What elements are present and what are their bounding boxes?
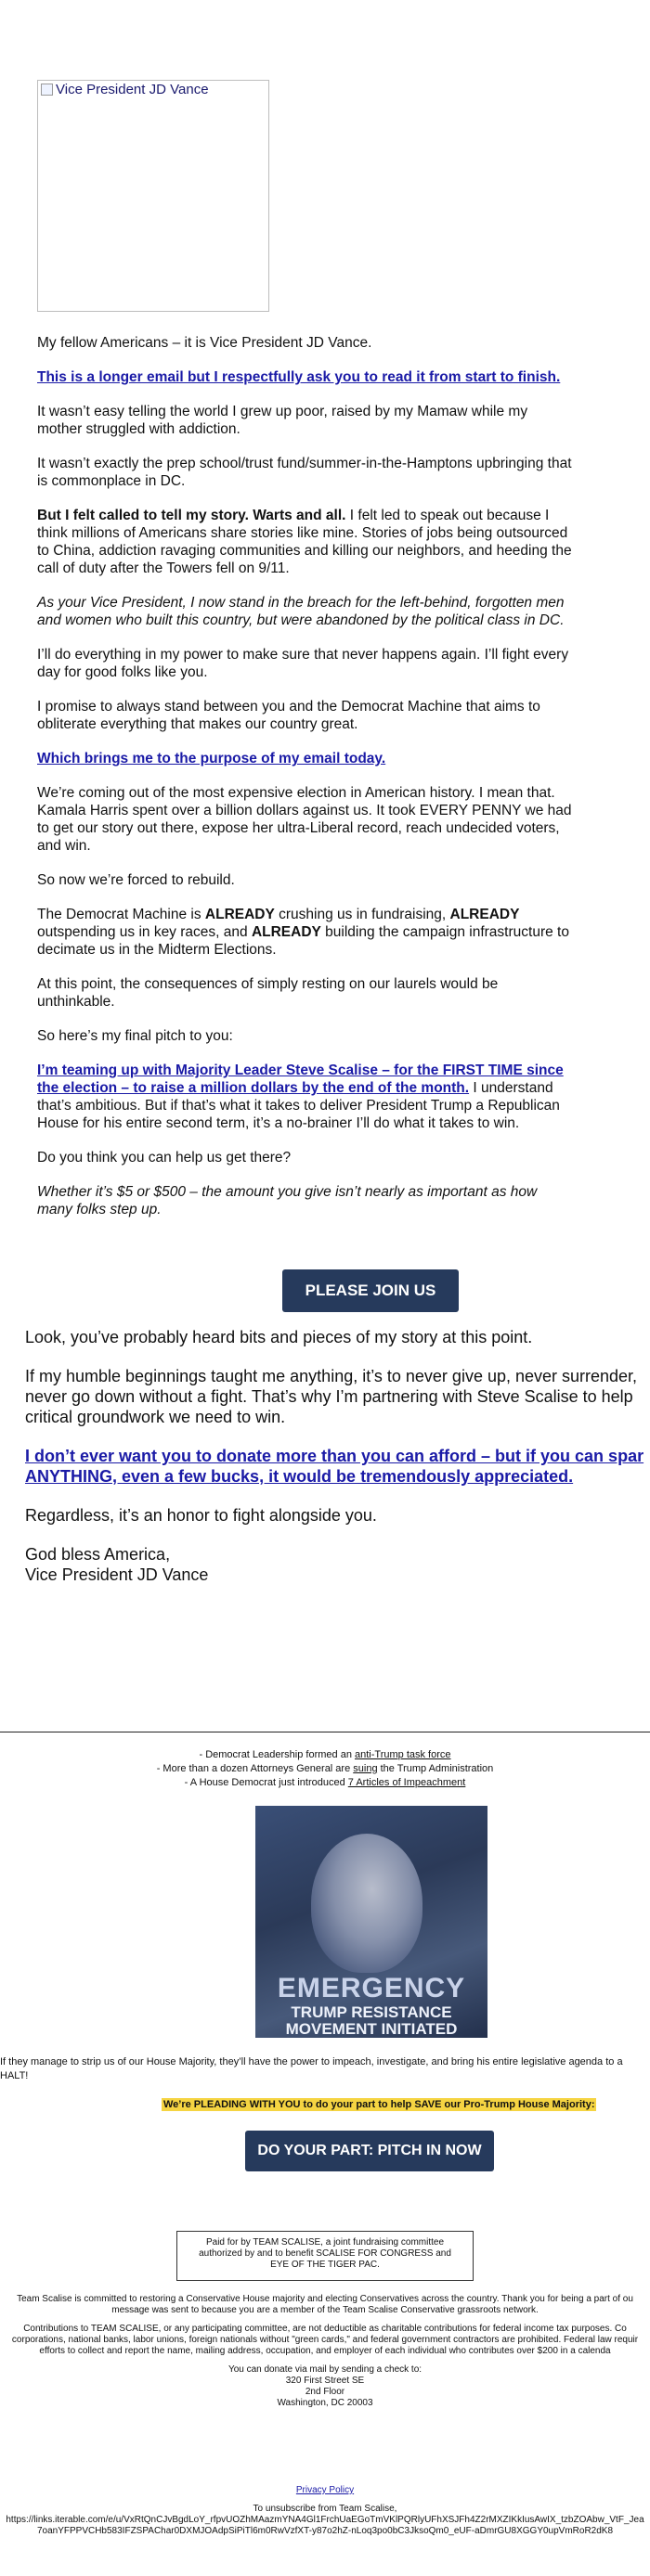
promo-bullet: [0, 1776, 650, 1790]
bullet-text: - More than a dozen Attorneys General are: [156, 1763, 354, 1774]
paragraph-italic: Whether it’s $5 or $500 – the amount you give isn’t nearly as important as how many folks step up.: [37, 1184, 538, 1217]
pitch-in-now-button[interactable]: DO YOUR PART: PITCH IN NOW: [245, 2131, 494, 2171]
unsubscribe-text: To unsubscribe from Team Scalise,: [253, 2504, 397, 2514]
please-join-us-button[interactable]: PLEASE JOIN US: [282, 1269, 459, 1312]
banner-subhead-line: MOVEMENT INITIATED: [285, 2020, 458, 2038]
promo-section: [0, 1748, 650, 1790]
footer: [0, 2294, 650, 2416]
portrait-shape: [311, 1834, 422, 1973]
teaming-up-link[interactable]: I’m teaming up with Majority Leader Steve Scalise – for the FIRST TIME since the election – to raise a million dollars by the end of the month.: [37, 1063, 564, 1096]
bullet-text: - A House Democrat just introduced: [184, 1777, 348, 1788]
footer-line: efforts to collect and report the name, mailing address, occupation, and employer of each individual who contributes over $200 in a calenda: [39, 2346, 611, 2356]
paragraph: I’ll do everything in my power to make sure that never happens again. I’ll fight every day for good folks like you.: [37, 647, 569, 680]
paragraph: [37, 906, 576, 959]
task-force-link[interactable]: anti-Trump task force: [355, 1749, 451, 1760]
greeting: My fellow Americans – it is Vice President JD Vance.: [37, 335, 372, 351]
hero-image-alt-text: Vice President JD Vance: [56, 82, 209, 97]
paragraph-text: I understand that’s ambitious. But if that’s what it takes to deliver President Trump a Republican House for his entire second term, it’s a no-brainer I’ll do what it takes to win.: [37, 1080, 560, 1131]
letter-closing: [25, 1327, 650, 1604]
signature: [25, 1544, 650, 1585]
emphasis-text: ALREADY: [204, 907, 275, 922]
address-intro: You can donate via mail by sending a check to:: [228, 2364, 422, 2375]
paragraph-text: The Democrat Machine is: [37, 907, 205, 922]
hero-image-broken: [37, 80, 269, 312]
paragraph-text: I felt led to speak out because I think millions of Americans share stories like mine. Stories of jobs being outsourced to China, addiction ravaging communities and killing our neighbors, and heeding the call of duty after the Towers fell on 9/11.: [37, 508, 572, 576]
paragraph: So now we’re forced to rebuild.: [37, 872, 235, 888]
banner-subhead: [255, 2004, 488, 2038]
paragraph-text: outspending us in key races, and: [37, 924, 252, 940]
paragraph: We’re coming out of the most expensive election in American history. I mean that. Kamala Harris spent over a billion dollars against us. It took EVERY PENNY we had to get our story out there, expose her ultra-Liberal record, reach undecided voters, and win.: [37, 785, 572, 854]
paragraph: [37, 507, 576, 577]
emphasis-text: But I felt called to tell my story. Warts and all.: [37, 508, 346, 523]
banner-headline: EMERGENCY: [277, 1973, 466, 2003]
paragraph: [25, 1366, 650, 1427]
bullet-text: - Democrat Leadership formed an: [199, 1749, 355, 1760]
line-text: never go down without a fight. That’s why I’m partnering with Steve Scalise to help: [25, 1387, 633, 1406]
footer-line: Team Scalise is committed to restoring a Conservative House majority and electing Conservatives across the country. Thank you for being a part of ou: [17, 2294, 633, 2304]
paid-for-disclaimer: [176, 2231, 474, 2281]
disclaimer-line: EYE OF THE TIGER PAC.: [270, 2260, 380, 2270]
unsubscribe-url[interactable]: 7oanYFPPVCHb583IFZSPAChar0DXMJOAdpSiPiTl6m0RwVzfXT-y87o2hZ-nLoq3po0bC3JksoQm0_eUF-aDmrGU8XGGY0upVmRoR2dK8: [36, 2526, 614, 2536]
paragraph-text: building the campaign infrastructure to decimate us in the Midterm Elections.: [37, 924, 569, 958]
footer-line: message was sent to because you are a member of the Team Scalise Conservative grassroots network.: [111, 2305, 539, 2315]
footer-paragraph: [0, 2294, 650, 2316]
banner-subhead-line: TRUMP RESISTANCE: [291, 2003, 452, 2021]
emergency-banner-image[interactable]: [255, 1806, 488, 2038]
link-line: ANYTHING, even a few bucks, it would be tremendously appreciated.: [25, 1467, 574, 1486]
warning-line: HALT!: [0, 2070, 29, 2081]
paragraph: At this point, the consequences of simply resting on our laurels would be unthinkable.: [37, 976, 499, 1010]
promo-bullet: [0, 1748, 650, 1762]
paragraph: It wasn’t exactly the prep school/trust fund/summer-in-the-Hamptons upbringing that is commonplace in DC.: [37, 456, 572, 489]
footer-links: [0, 2485, 650, 2537]
paragraph: Regardless, it’s an honor to fight alongside you.: [25, 1506, 377, 1525]
promo-bullet: [0, 1762, 650, 1776]
warning-text: [0, 2055, 650, 2083]
address-line: Washington, DC 20003: [277, 2398, 373, 2408]
footer-line: corporations, national banks, labor unions, foreign nationals without "green cards," and federal government contractors are prohibited. Federal law requir: [11, 2335, 639, 2345]
sign-off: God bless America,: [25, 1545, 171, 1564]
purpose-link[interactable]: Which brings me to the purpose of my email today.: [37, 751, 386, 766]
unsubscribe-url[interactable]: https://links.iterable.com/e/u/VxRtQnCJvBgdLoY_rfpvUOZhMAazmYNA4Gl1FrchUaEGoTmVKlPQRlyUFhXSJFh4Z2rMXZIKkIusAwIX_tzbZOAbw_VtF_Jea: [6, 2515, 644, 2525]
letter-body: [37, 334, 576, 1235]
pleading-highlight: We’re PLEADING WITH YOU to do your part to help SAVE our Pro-Trump House Majority:: [163, 2099, 595, 2110]
address-line: 2nd Floor: [305, 2387, 345, 2397]
mailing-address: [0, 2364, 650, 2409]
emphasis-text: ALREADY: [449, 907, 520, 922]
paragraph: Do you think you can help us get there?: [37, 1150, 292, 1166]
read-request-link[interactable]: This is a longer email but I respectfully ask you to read it from start to finish.: [37, 369, 561, 385]
emphasis-text: ALREADY: [251, 924, 321, 940]
suing-link[interactable]: suing: [353, 1763, 378, 1774]
impeachment-link[interactable]: 7 Articles of Impeachment: [347, 1777, 466, 1788]
line-text: If my humble beginnings taught me anything, it’s to never give up, never surrender,: [25, 1367, 638, 1385]
paragraph: [37, 1062, 576, 1132]
privacy-policy-link[interactable]: Privacy Policy: [295, 2485, 355, 2495]
broken-image-icon: [41, 84, 53, 96]
paragraph-italic: As your Vice President, I now stand in the breach for the left-behind, forgotten men and women who built this country, but were abandoned by the political class in DC.: [37, 595, 565, 628]
donate-link[interactable]: [25, 1447, 644, 1486]
bullet-text: the Trump Administration: [377, 1763, 494, 1774]
signer-name: Vice President JD Vance: [25, 1565, 209, 1584]
address-line: 320 First Street SE: [285, 2376, 365, 2386]
line-text: critical groundwork we need to win.: [25, 1408, 286, 1426]
paragraph: I promise to always stand between you and the Democrat Machine that aims to obliterate everything that makes our country great.: [37, 699, 540, 732]
link-line: I don’t ever want you to donate more than you can afford – but if you can spar: [25, 1447, 644, 1465]
footer-paragraph: [0, 2324, 650, 2357]
disclaimer-line: Paid for by TEAM SCALISE, a joint fundraising committee: [205, 2237, 445, 2248]
disclaimer-line: authorized by and to benefit SCALISE FOR CONGRESS and: [199, 2248, 451, 2259]
paragraph: It wasn’t easy telling the world I grew up poor, raised by my Mamaw while my mother struggled with addiction.: [37, 404, 528, 437]
footer-line: Contributions to TEAM SCALISE, or any participating committee, are not deductible as charitable contributions for federal income tax purposes. Co: [23, 2324, 627, 2334]
paragraph-text: crushing us in fundraising,: [274, 907, 450, 922]
warning-line: If they manage to strip us of our House Majority, they’ll have the power to impeach, investigate, and bring his entire legislative agenda to a: [0, 2056, 623, 2067]
paragraph: Look, you’ve probably heard bits and pieces of my story at this point.: [25, 1328, 533, 1346]
paragraph: So here’s my final pitch to you:: [37, 1028, 233, 1044]
